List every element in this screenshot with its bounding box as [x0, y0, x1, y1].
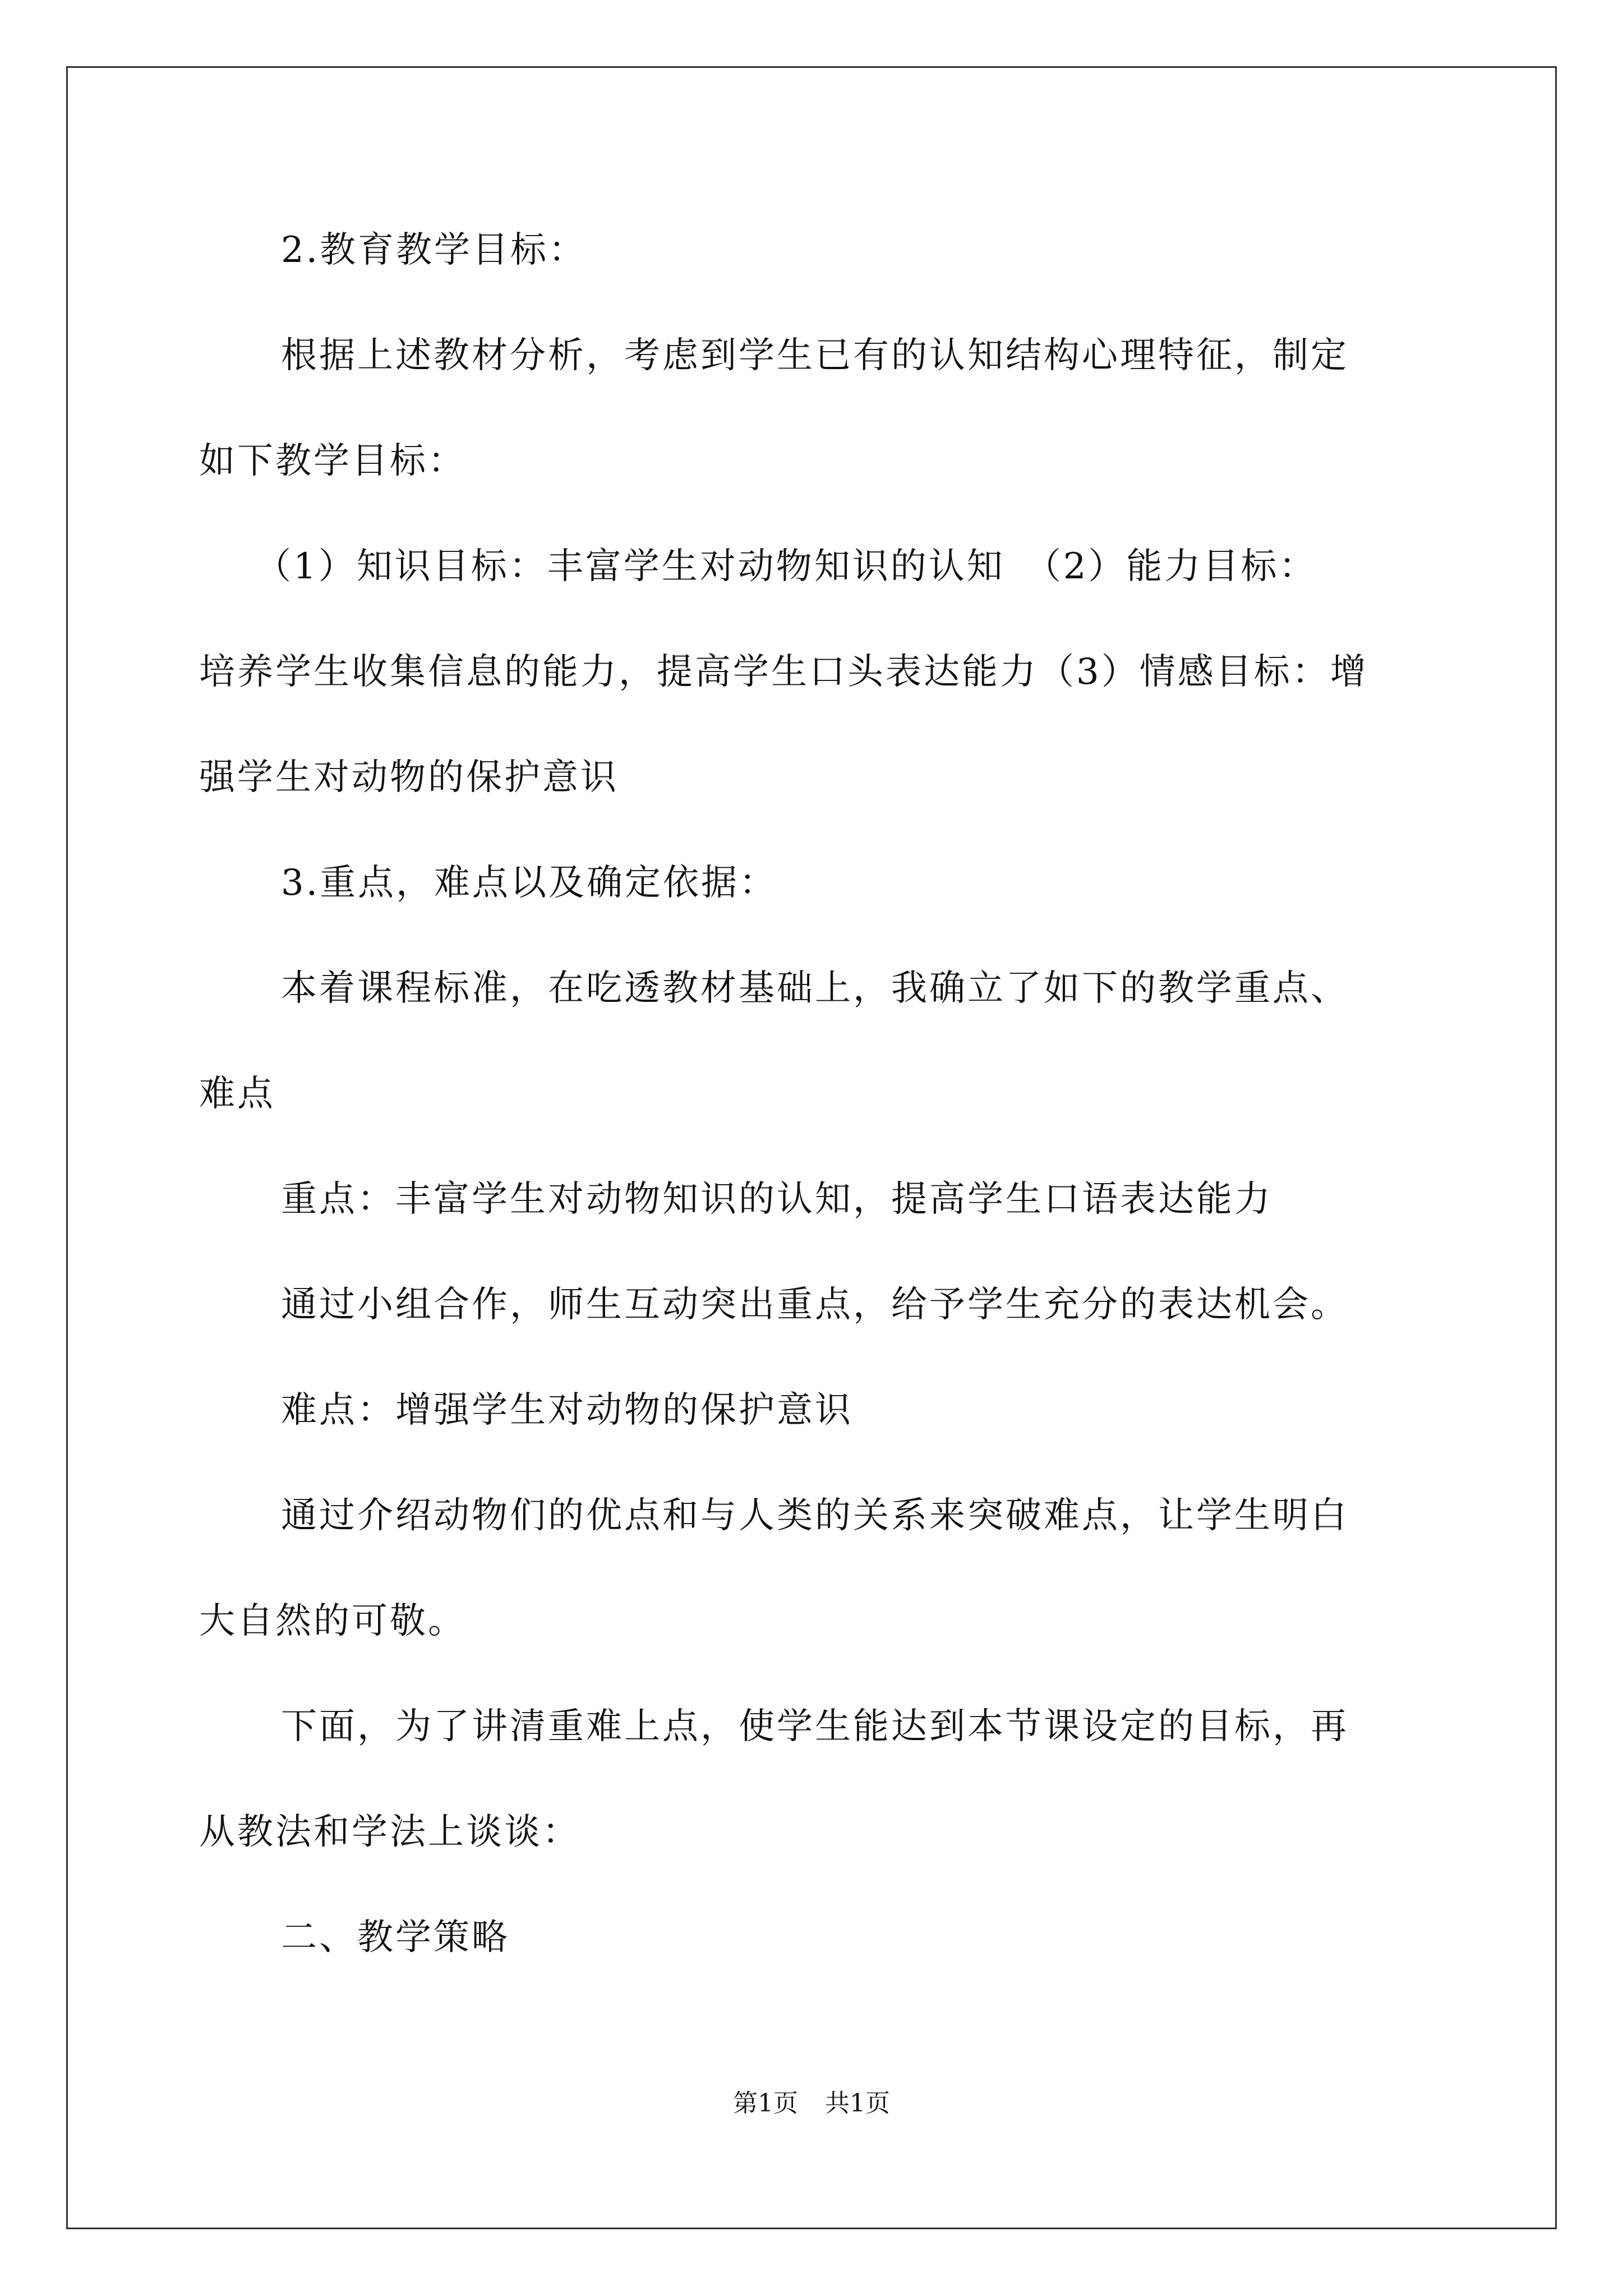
- heading-key-points: 3.重点，难点以及确定依据：: [281, 862, 778, 904]
- paragraph-line: 强学生对动物的保护意识: [199, 757, 619, 798]
- paragraph-line: （1）知识目标：丰富学生对动物知识的认知 （2）能力目标：: [255, 546, 1317, 587]
- paragraph-line: 重点：丰富学生对动物知识的认知，提高学生口语表达能力: [281, 1179, 1272, 1220]
- paragraph-line: 通过介绍动物们的优点和与人类的关系来突破难点，让学生明白: [281, 1495, 1349, 1536]
- paragraph-line: 难点：增强学生对动物的保护意识: [281, 1389, 853, 1431]
- paragraph-line: 根据上述教材分析，考虑到学生已有的认知结构心理特征，制定: [281, 335, 1349, 376]
- heading-teaching-goals: 2.教育教学目标：: [281, 229, 587, 271]
- paragraph-line: 如下教学目标：: [199, 440, 466, 482]
- page-footer: [0, 2091, 1623, 2116]
- page-border: [66, 66, 1557, 2229]
- paragraph-line: 本着课程标准，在吃透教材基础上，我确立了如下的教学重点、: [281, 968, 1349, 1009]
- paragraph-line: 大自然的可敬。: [199, 1600, 466, 1642]
- paragraph-line: 下面，为了讲清重难上点，使学生能达到本节课设定的目标，再: [281, 1706, 1349, 1747]
- paragraph-line: 通过小组合作，师生互动突出重点，给予学生充分的表达机会。: [281, 1284, 1349, 1326]
- paragraph-line: 培养学生收集信息的能力，提高学生口头表达能力（3）情感目标：增: [199, 651, 1368, 693]
- heading-teaching-strategy: 二、教学策略: [281, 1917, 510, 1958]
- paragraph-line: 从教法和学法上谈谈：: [199, 1811, 580, 1853]
- page-total: 共1页: [825, 2089, 890, 2118]
- paragraph-line: 难点: [199, 1073, 275, 1115]
- page-number: 第1页: [733, 2089, 798, 2118]
